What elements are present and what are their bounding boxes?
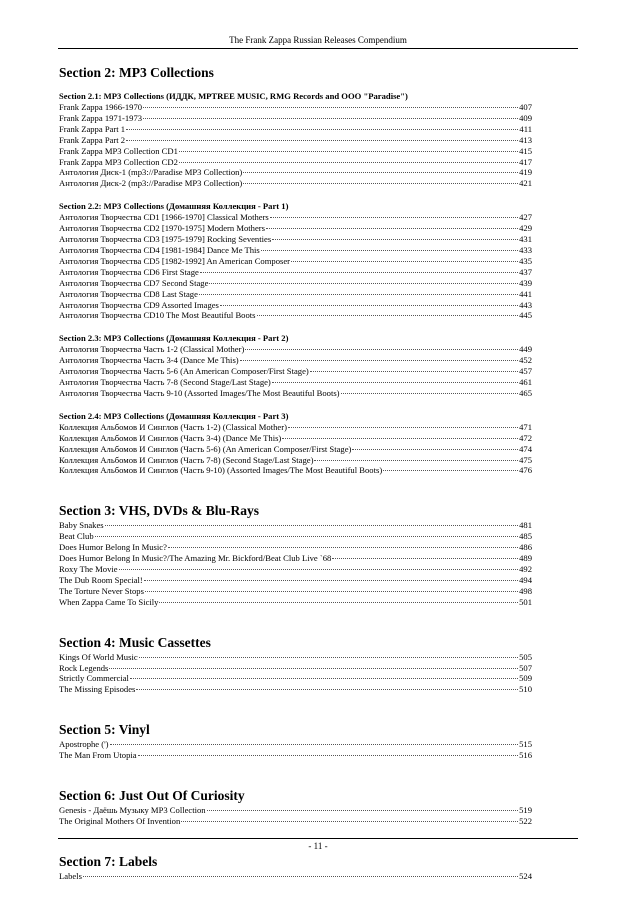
- toc-entry-page: 494: [519, 574, 532, 585]
- toc-entry[interactable]: [59, 157, 532, 168]
- section-heading[interactable]: Section 5: Vinyl: [59, 722, 150, 738]
- toc-entry-page: 413: [519, 134, 532, 145]
- toc-entry-page: 419: [519, 167, 532, 178]
- toc-entry-page: 407: [519, 102, 532, 112]
- toc-entry-title: The Original Mothers Of Invention: [59, 815, 181, 826]
- dot-leader: [181, 821, 518, 822]
- dot-leader: [245, 349, 518, 350]
- subsection-heading[interactable]: Section 2.4: MP3 Collections (Домашняя Коллекция - Part 3): [59, 410, 289, 421]
- dot-leader: [119, 569, 519, 570]
- toc-entry-title: Frank Zappa Part 1: [59, 123, 126, 134]
- toc-entry[interactable]: [59, 816, 532, 827]
- subsection-heading[interactable]: Section 2.1: MP3 Collections (ИДДК, MPTREE MUSIC, RMG Records and ООО "Paradise"): [59, 91, 408, 101]
- toc-entry[interactable]: [59, 564, 532, 575]
- toc-entry[interactable]: [59, 422, 532, 433]
- toc-entry[interactable]: [59, 167, 532, 178]
- toc-entry[interactable]: [59, 663, 532, 674]
- dot-leader: [282, 438, 518, 439]
- toc-entry-title: Антология Творчества CD5 [1982-1992] An American Composer: [59, 255, 291, 266]
- toc-entry-title: Does Humor Belong In Music?/The Amazing Mr. Bickford/Beat Club Live `68: [59, 553, 332, 564]
- dot-leader: [145, 591, 518, 592]
- toc-entry-page: 481: [519, 520, 532, 531]
- header-divider: [58, 48, 578, 49]
- dot-leader: [95, 536, 518, 537]
- section-heading[interactable]: Section 7: Labels: [59, 853, 158, 869]
- toc-entry-title: When Zappa Came To Sicily: [59, 596, 159, 607]
- dot-leader: [139, 657, 518, 658]
- toc-section: [59, 502, 532, 607]
- toc-entry-page: 443: [519, 299, 532, 310]
- toc-entry-title: Антология Творчества CD1 [1966-1970] Classical Mothers: [59, 212, 269, 223]
- toc-entry-title: Genesis - Даёшь Музыку MP3 Collection: [59, 805, 206, 816]
- toc-entry-title: Beat Club: [59, 531, 94, 542]
- toc-entry-page: 427: [519, 212, 532, 223]
- dot-leader: [144, 580, 518, 581]
- toc-entry-page: 515: [519, 739, 532, 750]
- page-number: - 11 -: [308, 841, 328, 851]
- dot-leader: [159, 602, 518, 603]
- toc-entry-page: 445: [519, 310, 532, 321]
- dot-leader: [352, 449, 518, 450]
- dot-leader: [314, 460, 518, 461]
- toc-entry-title: Антология Творчества Часть 5-6 (An American Composer/First Stage): [59, 366, 309, 377]
- dot-leader: [200, 272, 518, 273]
- toc-section: [59, 787, 532, 827]
- toc-entry-page: 486: [519, 542, 532, 553]
- toc-entry-page: 437: [519, 266, 532, 277]
- dot-leader: [209, 283, 518, 284]
- dot-leader: [291, 261, 518, 262]
- toc-entry-title: The Dub Room Special!: [59, 574, 143, 585]
- toc-entry[interactable]: [59, 223, 532, 234]
- toc-entry-page: 498: [519, 585, 532, 596]
- toc-entry-page: 421: [519, 178, 532, 189]
- toc-entry-title: Антология Творчества CD10 The Most Beautiful Boots: [59, 310, 256, 321]
- dot-leader: [272, 382, 518, 383]
- dot-leader: [105, 525, 518, 526]
- toc-entry-title: Frank Zappa MP3 Collection CD2: [59, 156, 178, 167]
- toc-entry-title: The Man From Utopia: [59, 750, 137, 761]
- toc-entry-title: Коллекция Альбомов И Синглов (Часть 3-4) (Dance Me This): [59, 432, 282, 443]
- toc-entry[interactable]: [59, 465, 532, 476]
- toc-entry-title: Антология Творчества CD4 [1981-1984] Dance Me This: [59, 244, 260, 255]
- toc-entry-title: Коллекция Альбомов И Синглов (Часть 1-2) (Classical Mother): [59, 421, 287, 432]
- dot-leader: [207, 810, 519, 811]
- dot-leader: [143, 118, 518, 119]
- toc-entry[interactable]: [59, 388, 532, 399]
- toc-entry-title: Kings Of World Music: [59, 651, 138, 662]
- toc-entry[interactable]: [59, 444, 532, 455]
- toc-entry-page: 507: [519, 662, 532, 673]
- toc-entry-title: Labels: [59, 870, 82, 881]
- toc-entry-page: 492: [519, 564, 532, 574]
- toc-entry-page: 505: [519, 651, 532, 662]
- toc-entry-title: Does Humor Belong In Music?: [59, 542, 167, 553]
- toc-entry[interactable]: [59, 673, 532, 684]
- dot-leader: [341, 393, 519, 394]
- toc-entry-page: 433: [519, 244, 532, 255]
- toc-entry-page: 510: [519, 684, 532, 695]
- toc-entry-title: Коллекция Альбомов И Синглов (Часть 5-6) (An American Composer/First Stage): [59, 443, 352, 454]
- toc-entry[interactable]: [59, 344, 532, 355]
- toc-entry[interactable]: [59, 586, 532, 597]
- toc-subsection: [59, 91, 532, 189]
- toc-entry-title: Антология Творчества CD6 First Stage: [59, 266, 199, 277]
- toc-entry-page: 429: [519, 223, 532, 234]
- toc-section: [59, 721, 532, 761]
- section-heading[interactable]: Section 6: Just Out Of Curiosity: [59, 788, 245, 804]
- toc-entry[interactable]: [59, 124, 532, 135]
- dot-leader: [272, 239, 518, 240]
- toc-entry-page: 417: [519, 156, 532, 167]
- toc-entry-page: 472: [519, 432, 532, 443]
- toc-subsection: [59, 201, 532, 321]
- toc-entry-title: Коллекция Альбомов И Синглов (Часть 7-8) (Second Stage/Last Stage): [59, 454, 314, 465]
- toc-subsection: [59, 333, 532, 399]
- dot-leader: [179, 151, 518, 152]
- toc-entry-title: Apostrophe ('): [59, 739, 109, 750]
- section-heading[interactable]: Section 4: Music Cassettes: [59, 634, 211, 650]
- toc-entry-title: The Torture Never Stops: [59, 585, 144, 596]
- toc-entry-title: Frank Zappa 1966-1970: [59, 102, 143, 112]
- section-heading[interactable]: Section 2: MP3 Collections: [59, 65, 214, 80]
- toc-section: [59, 64, 532, 476]
- toc-entry-page: 457: [519, 366, 532, 377]
- toc-entry[interactable]: [59, 750, 532, 761]
- toc-entry-title: Strictly Commercial: [59, 673, 129, 684]
- toc-entry-title: Rock Legends: [59, 662, 109, 673]
- dot-leader: [220, 305, 518, 306]
- toc-entry[interactable]: [59, 871, 532, 882]
- dot-leader: [110, 744, 519, 745]
- dot-leader: [143, 107, 518, 108]
- toc-entry-title: Baby Snakes: [59, 520, 104, 531]
- toc-entry-page: 465: [519, 387, 532, 398]
- toc-entry-title: Frank Zappa Part 2: [59, 134, 126, 145]
- toc-entry-page: 461: [519, 377, 532, 388]
- subsection-heading[interactable]: Section 2.3: MP3 Collections (Домашняя Коллекция - Part 2): [59, 333, 289, 344]
- dot-leader: [109, 668, 518, 669]
- dot-leader: [243, 172, 518, 173]
- toc-section: [59, 853, 532, 882]
- toc-entry[interactable]: [59, 146, 532, 157]
- dot-leader: [138, 755, 519, 756]
- toc-entry[interactable]: [59, 289, 532, 300]
- toc-entry[interactable]: [59, 267, 532, 278]
- toc-entry-title: Антология Творчества CD8 Last Stage: [59, 288, 198, 299]
- toc-entry-page: 524: [519, 870, 532, 881]
- toc-entry[interactable]: [59, 739, 532, 750]
- section-heading[interactable]: Section 3: VHS, DVDs & Blu-Rays: [59, 503, 260, 519]
- toc-entry-page: 476: [519, 465, 532, 476]
- toc-entry-page: 449: [519, 344, 532, 355]
- dot-leader: [270, 217, 518, 218]
- toc-entry-title: Коллекция Альбомов И Синглов (Часть 9-10) (Assorted Images/The Most Beautiful Boots): [59, 465, 383, 476]
- dot-leader: [130, 678, 518, 679]
- toc-entry-page: 452: [519, 355, 532, 366]
- dot-leader: [126, 129, 518, 130]
- toc-entry-page: 415: [519, 145, 532, 156]
- toc-entry[interactable]: [59, 597, 532, 608]
- dot-leader: [168, 547, 518, 548]
- toc-entry[interactable]: [59, 256, 532, 267]
- toc-entry-title: Frank Zappa MP3 Collection CD1: [59, 145, 178, 156]
- toc-entry-title: Антология Творчества Часть 3-4 (Dance Me This): [59, 355, 239, 366]
- dot-leader: [199, 294, 518, 295]
- toc-entry-page: 474: [519, 443, 532, 454]
- toc-entry-title: Антология Творчества CD2 [1970-1975] Modern Mothers: [59, 223, 265, 234]
- toc-entry[interactable]: [59, 520, 532, 531]
- toc-entry-title: Антология Творчества CD7 Second Stage: [59, 277, 209, 288]
- dot-leader: [240, 360, 518, 361]
- toc-entry-page: 411: [519, 123, 532, 134]
- toc-entry[interactable]: [59, 234, 532, 245]
- toc-entry-page: 435: [519, 255, 532, 266]
- toc-entry[interactable]: [59, 433, 532, 444]
- toc-subsection: [59, 411, 532, 477]
- toc-entry[interactable]: [59, 355, 532, 366]
- dot-leader: [126, 140, 518, 141]
- subsection-heading[interactable]: Section 2.2: MP3 Collections (Домашняя Коллекция - Part 1): [59, 201, 289, 212]
- toc-entry-title: Антология Диск-1 (mp3://Paradise MP3 Collection): [59, 167, 243, 178]
- toc-entry-page: 489: [519, 553, 532, 564]
- dot-leader: [179, 162, 518, 163]
- toc-entry[interactable]: [59, 113, 532, 124]
- toc-entry-page: 439: [519, 277, 532, 288]
- toc-entry[interactable]: [59, 531, 532, 542]
- toc-entry-title: Frank Zappa 1971-1973: [59, 112, 143, 123]
- toc-entry-page: 522: [519, 815, 532, 826]
- dot-leader: [257, 315, 519, 316]
- dot-leader: [332, 558, 518, 559]
- toc-entry[interactable]: [59, 278, 532, 289]
- toc-section: [59, 634, 532, 696]
- toc-entry-page: 431: [519, 234, 532, 245]
- toc-entry-title: Антология Творчества Часть 9-10 (Assorted Images/The Most Beautiful Boots): [59, 387, 340, 398]
- toc-entry[interactable]: [59, 455, 532, 466]
- toc-entry[interactable]: [59, 377, 532, 388]
- toc-entry-title: Антология Творчества CD9 Assorted Images: [59, 299, 219, 310]
- toc-entry-page: 509: [519, 673, 532, 684]
- dot-leader: [310, 371, 518, 372]
- toc-entry-title: Антология Творчества Часть 7-8 (Second Stage/Last Stage): [59, 377, 271, 388]
- toc-entry-page: 441: [519, 288, 532, 299]
- dot-leader: [136, 689, 518, 690]
- toc-entry[interactable]: [59, 805, 532, 816]
- toc-entry[interactable]: [59, 575, 532, 586]
- toc-entry[interactable]: [59, 300, 532, 311]
- dot-leader: [243, 183, 518, 184]
- toc-entry[interactable]: [59, 652, 532, 663]
- toc-entry-page: 475: [519, 454, 532, 465]
- toc-entry-page: 471: [519, 421, 532, 432]
- toc-entry-title: Антология Творчества CD3 [1975-1979] Rocking Seventies: [59, 234, 272, 245]
- running-header: The Frank Zappa Russian Releases Compendium: [229, 35, 407, 45]
- toc-entry[interactable]: [59, 245, 532, 256]
- toc-entry[interactable]: [59, 310, 532, 321]
- toc-entry[interactable]: [59, 212, 532, 223]
- dot-leader: [266, 228, 518, 229]
- toc-entry-title: Антология Творчества Часть 1-2 (Classical Mother): [59, 344, 245, 355]
- toc-entry-page: 501: [519, 596, 532, 607]
- toc-entry-title: Roxy The Movie: [59, 564, 118, 574]
- dot-leader: [288, 427, 518, 428]
- toc-entry[interactable]: [59, 178, 532, 189]
- footer-divider: [58, 838, 578, 839]
- toc-entry[interactable]: [59, 542, 532, 553]
- toc-entry-title: The Missing Episodes: [59, 684, 136, 695]
- toc-entry[interactable]: [59, 553, 532, 564]
- toc-entry-page: 485: [519, 531, 532, 542]
- toc-entry[interactable]: [59, 684, 532, 695]
- dot-leader: [261, 250, 518, 251]
- toc-entry[interactable]: [59, 135, 532, 146]
- toc-entry-page: 409: [519, 112, 532, 123]
- toc-entry[interactable]: [59, 366, 532, 377]
- toc-entry[interactable]: [59, 102, 532, 113]
- dot-leader: [383, 470, 518, 471]
- toc-entry-page: 516: [519, 750, 532, 761]
- toc-entry-page: 519: [519, 805, 532, 816]
- toc-entry-title: Антология Диск-2 (mp3://Paradise MP3 Collection): [59, 178, 243, 189]
- table-of-contents: [59, 64, 532, 908]
